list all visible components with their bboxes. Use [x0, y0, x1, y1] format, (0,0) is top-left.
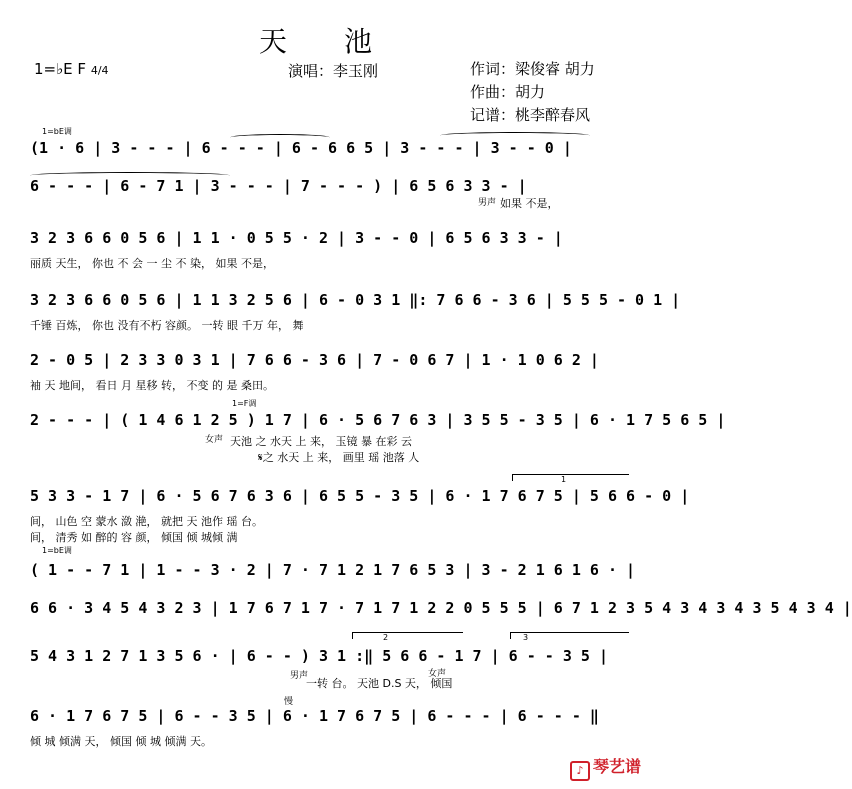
notation-row-5: 2 - 0 5 | 2 3 3 0 3 1 | 7 6 6 - 3 6 | 7 - 0 6 7 | 1 · 1 0 6 2 | — [30, 351, 599, 369]
volta-number: 2 — [383, 633, 389, 642]
lyric-line: 天池 之 水天 上 来， 玉镜 暴 在彩 云 — [230, 435, 412, 448]
lyric-line: 如果 不是， — [500, 197, 559, 210]
composer-credit: 作曲：胡力 — [470, 83, 546, 101]
volta-bracket-3 — [510, 632, 629, 642]
notation-row-10: 5 4 3 1 2 7 1 3 5 6 · | 6 - - ) 3 1 :‖ 5 6 6 - 1 7 | 6 - - 3 5 | — [30, 647, 608, 665]
credits — [470, 58, 595, 127]
lyric-line: 一转 台。 天池 D.S 天， 倾国 — [306, 677, 453, 690]
key-change-mark: 1=bE调 — [42, 127, 72, 136]
voice-mark-male: 男声 — [478, 198, 497, 208]
lyric-line: 间， 清秀 如 醉的 容 颜， 倾国 倾 城倾 满 — [30, 531, 238, 544]
song-title: 天 池 — [259, 25, 396, 58]
voice-mark-female: 女声 — [428, 669, 447, 679]
singer-credit: 演唱：李玉刚 — [288, 62, 379, 80]
transcriber-credit: 记谱：桃李醉春风 — [470, 106, 591, 124]
lyric-line: 丽质 天生， 你也 不 会 一 尘 不 染， 如果 不是， — [30, 257, 274, 270]
notation-row-7: 5 3 3 - 1 7 | 6 · 5 6 7 6 3 6 | 6 5 5 - 3 5 | 6 · 1 7 6 7 5 | 5 6 6 - 0 | — [30, 487, 690, 505]
notation-row-1: (1 · 6 | 3 - - - | 6 - - - | 6 - 6 6 5 | 3 - - - | 3 - - 0 | — [30, 139, 572, 157]
notation-row-4: 3 2 3 6 6 0 5 6 | 1 1 3 2 5 6 | 6 - 0 3 1 ‖: 7 6 6 - 3 6 | 5 5 5 - 0 1 | — [30, 291, 681, 309]
lyric-line: 𝄋之 水天 上 来， 画里 瑶 池落 人 — [258, 451, 420, 464]
lyricist-credit: 作词：梁俊睿 胡力 — [470, 60, 595, 78]
logo-icon: ♪ — [570, 761, 590, 781]
volta-number: 1 — [561, 475, 567, 484]
notation-row-2: 6 - - - | 6 - 7 1 | 3 - - - | 7 - - - ) | 6 5 6 3 3 - | — [30, 177, 527, 195]
key-label: 1=♭E F — [34, 60, 87, 78]
voice-mark-female: 女声 — [205, 435, 224, 445]
notation-row-3: 3 2 3 6 6 0 5 6 | 1 1 · 0 5 5 · 2 | 3 - - 0 | 6 5 6 3 3 - | — [30, 229, 563, 247]
notation-row-11: 6 · 1 7 6 7 5 | 6 - - 3 5 | 6 · 1 7 6 7 5 | 6 - - - | 6 - - - ‖ — [30, 707, 599, 725]
volta-number: 3 — [523, 633, 529, 642]
key-change-mark: 1=F调 — [232, 399, 257, 408]
logo-text: 琴艺谱 — [592, 757, 641, 776]
key-change-mark: 1=bE调 — [42, 546, 72, 555]
time-signature: 4/4 — [90, 64, 109, 77]
key-signature — [34, 60, 109, 78]
voice-mark-male: 男声 — [290, 671, 309, 681]
volta-bracket-1 — [512, 474, 629, 484]
notation-row-8: ( 1 - - 7 1 | 1 - - 3 · 2 | 7 · 7 1 2 1 7 6 5 3 | 3 - 2 1 6 1 6 · | — [30, 561, 636, 579]
tempo-mark-slow: 慢 — [284, 697, 294, 707]
lyric-line: 间， 山色 空 蒙水 潋 滟， 就把 天 池作 瑶 台。 — [30, 515, 263, 528]
lyric-line: 袖 天 地间， 看日 月 星移 转， 不变 的 是 桑田。 — [30, 379, 274, 392]
notation-row-6: 2 - - - | ( 1 4 6 1 2 5 ) 1 7 | 6 · 5 6 7 6 3 | 3 5 5 - 3 5 | 6 · 1 7 5 6 5 | — [30, 411, 726, 429]
lyric-line: 千锤 百炼， 你也 没有不朽 容颜。 一转 眼 千万 年， 舞 — [30, 319, 304, 332]
lyric-line: 倾 城 倾满 天， 倾国 倾 城 倾满 天。 — [30, 735, 212, 748]
notation-row-9: 6 6 · 3 4 5 4 3 2 3 | 1 7 6 7 1 7 · 7 1 7 1 2 2 0 5 5 5 | 6 7 1 2 3 5 4 3 4 3 4 3 5 4 3 4 | — [30, 599, 852, 617]
volta-bracket-2 — [352, 632, 463, 642]
site-logo — [570, 754, 641, 781]
